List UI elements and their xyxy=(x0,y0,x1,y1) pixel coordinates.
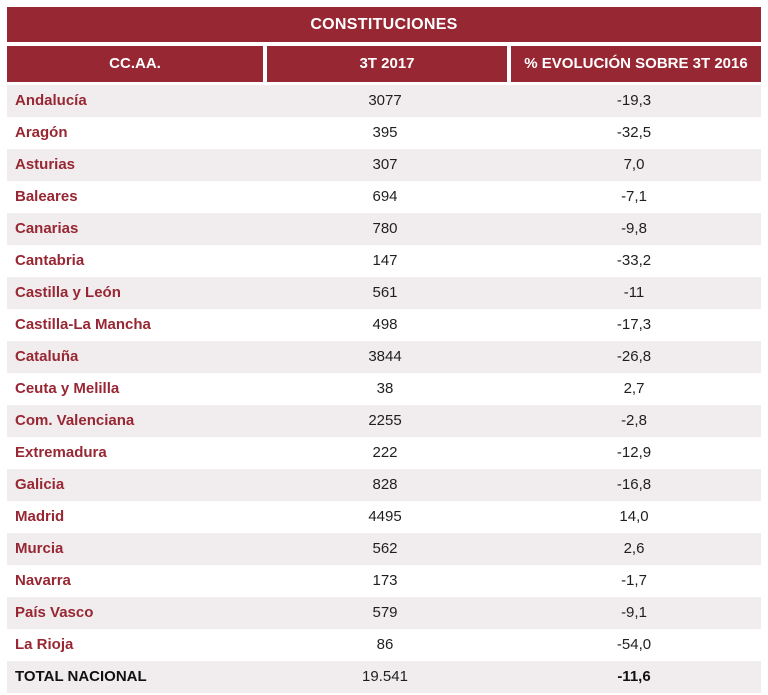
region-name-cell: Andalucía xyxy=(15,92,87,109)
table-row xyxy=(7,277,761,309)
table-row xyxy=(7,405,761,437)
value-cell: 147 xyxy=(372,252,398,269)
value-cell: 222 xyxy=(372,444,398,461)
table-row xyxy=(7,597,761,629)
region-name-cell: La Rioja xyxy=(15,636,74,653)
region-name-cell: Extremadura xyxy=(15,444,107,461)
table-title: CONSTITUCIONES xyxy=(7,7,761,42)
evolution-cell: -1,7 xyxy=(621,572,647,589)
evolution-cell: -54,0 xyxy=(616,636,652,653)
table-row xyxy=(7,661,761,693)
region-name-cell: Baleares xyxy=(15,188,78,205)
evolution-cell: -9,8 xyxy=(621,220,647,237)
value-cell: 2255 xyxy=(368,412,402,429)
evolution-cell: -32,5 xyxy=(616,124,652,141)
evolution-cell: -16,8 xyxy=(616,476,652,493)
table-row xyxy=(7,117,761,149)
table-row xyxy=(7,245,761,277)
evolution-cell: -33,2 xyxy=(616,252,652,269)
evolution-cell: -17,3 xyxy=(616,316,652,333)
evolution-cell: 14,0 xyxy=(619,508,649,525)
evolution-cell: 2,6 xyxy=(623,540,645,557)
value-cell: 579 xyxy=(372,604,398,621)
evolution-cell: -12,9 xyxy=(616,444,652,461)
region-name-cell: Madrid xyxy=(15,508,65,525)
table-row xyxy=(7,85,761,117)
table-row xyxy=(7,373,761,405)
constituciones-table xyxy=(7,7,761,693)
region-name-cell: Asturias xyxy=(15,156,76,173)
value-cell: 38 xyxy=(376,380,394,397)
value-cell: 3077 xyxy=(368,92,402,109)
region-name-cell: Cataluña xyxy=(15,348,79,365)
evolution-cell: -11 xyxy=(623,284,645,301)
value-cell: 498 xyxy=(372,316,398,333)
table-row xyxy=(7,437,761,469)
column-header-evolucion: % EVOLUCIÓN SOBRE 3T 2016 xyxy=(507,46,761,82)
value-cell: 562 xyxy=(372,540,398,557)
region-name-cell: Cantabria xyxy=(15,252,85,269)
evolution-cell: 2,7 xyxy=(623,380,645,397)
value-cell: 86 xyxy=(376,636,394,653)
table-body xyxy=(7,85,761,693)
region-name-cell: Murcia xyxy=(15,540,64,557)
value-cell: 395 xyxy=(372,124,398,141)
evolution-cell: -19,3 xyxy=(616,92,652,109)
table-row xyxy=(7,533,761,565)
evolution-cell: -9,1 xyxy=(621,604,647,621)
table-row xyxy=(7,149,761,181)
region-name-cell: Com. Valenciana xyxy=(15,412,135,429)
region-name-cell: Ceuta y Melilla xyxy=(15,380,120,397)
evolution-cell: -7,1 xyxy=(621,188,647,205)
value-cell: 780 xyxy=(372,220,398,237)
value-cell: 694 xyxy=(372,188,398,205)
value-cell: 173 xyxy=(372,572,398,589)
region-name-cell: Galicia xyxy=(15,476,65,493)
region-name-cell: Aragón xyxy=(15,124,68,141)
value-cell: 828 xyxy=(372,476,398,493)
column-header-ccaa: CC.AA. xyxy=(7,46,263,82)
value-cell: 19.541 xyxy=(362,668,408,685)
table-header-row xyxy=(7,46,761,82)
region-name-cell: Castilla-La Mancha xyxy=(15,316,151,333)
column-header-3t2017: 3T 2017 xyxy=(263,46,507,82)
table-row xyxy=(7,629,761,661)
table-row xyxy=(7,341,761,373)
table-row xyxy=(7,501,761,533)
table-row xyxy=(7,181,761,213)
table-row xyxy=(7,309,761,341)
value-cell: 3844 xyxy=(368,348,402,365)
value-cell: 561 xyxy=(372,284,398,301)
region-name-cell: Navarra xyxy=(15,572,71,589)
value-cell: 4495 xyxy=(368,508,402,525)
region-name-cell: País Vasco xyxy=(15,604,94,621)
region-name-cell: TOTAL NACIONAL xyxy=(15,668,147,685)
table-row xyxy=(7,469,761,501)
table-row xyxy=(7,565,761,597)
evolution-cell: -26,8 xyxy=(616,348,652,365)
region-name-cell: Castilla y León xyxy=(15,284,121,301)
region-name-cell: Canarias xyxy=(15,220,79,237)
value-cell: 307 xyxy=(372,156,398,173)
evolution-cell: 7,0 xyxy=(623,156,645,173)
evolution-cell: -11,6 xyxy=(617,668,651,685)
evolution-cell: -2,8 xyxy=(621,412,647,429)
table-row xyxy=(7,213,761,245)
